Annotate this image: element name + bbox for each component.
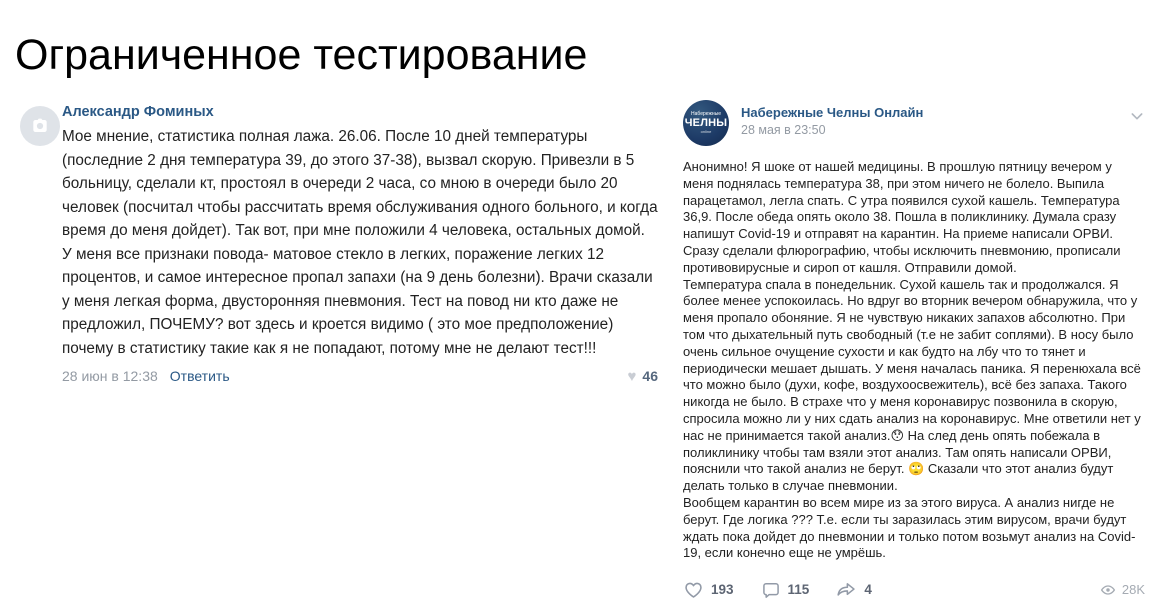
- camera-icon: [29, 115, 51, 137]
- comment-text: Мое мнение, статистика полная лажа. 26.06. После 10 дней температуры (последние 2 дня температура 39, до этого 37-38), вызвал скорую. Привезли в 5 больницу, сделали кт, простоял в очереди 2 часа, со мною в очереди было 20 человек (посчитал чтобы рассчитать время обслуживания одного больного, и когда время до меня дойдет). Так вот, при мне положили 4 человека, остальных домой. У меня все признаки повода- матовое стекло в легких, поражение легких 12 процентов, и самое интересное пропал запахи (на 9 день болезни). Врачи сказали у меня легкая форма, двусторонняя пневмония. Тест на повод ни кто даже не предложил, ПОЧЕМУ? вот здесь и кроется видимо ( это мое предположение) почему в статистику такие как я не попадают, потому мне не делают тест!!!: [62, 128, 658, 357]
- comment-card: [20, 103, 660, 384]
- comment-date-link[interactable]: 28 июн в 12:38: [62, 368, 158, 384]
- share-arrow-icon: [836, 579, 857, 600]
- comments-button[interactable]: [761, 580, 810, 600]
- share-count: 4: [864, 582, 872, 598]
- comment-footer: [62, 368, 658, 384]
- like-count: 193: [711, 582, 734, 598]
- eye-icon: [1100, 582, 1116, 598]
- post-paragraph: Вообщем карантин во всем мире из за этого вируса. А анализ нигде не берут. Где логика ??? Т.е. если ты заразилась этим вирусом, врачи будут ждать пока дойдет до пневмонии и только потом возьмут анализ на Covid-19, если конечно еще не умрёшь.: [683, 494, 1136, 561]
- reply-button[interactable]: Ответить: [169, 368, 230, 384]
- comment-author-link[interactable]: Александр Фоминых: [62, 104, 214, 120]
- comments-count: 115: [787, 582, 810, 598]
- group-avatar[interactable]: [683, 100, 729, 146]
- post-header: [683, 100, 1145, 146]
- chevron-down-icon: [1129, 108, 1145, 124]
- post-date-link[interactable]: 28 мая в 23:50: [741, 123, 826, 137]
- post-text: [683, 159, 1145, 562]
- avatar-logo-line2: ЧЕЛНЫ: [684, 117, 728, 129]
- heart-icon: ♥: [627, 367, 637, 385]
- comment-like-count: 46: [642, 368, 658, 384]
- post-paragraph: Температура спала в понедельник. Сухой кашель так и продолжался. Я более менее успокоилась. Но вдруг во вторник вечером обнаружила, что у меня пропало обоняние. Я не чувствую никаких запахов абсолютно. При том что дыхательный путь свободный (т.е не забит соплями). В носу было очень сильное очущение сухости и как будто на лбу что то тянет и периодически мешает дышать. У меня началась паника. Я перенюхала всё что можно было (духи, кофе, воздухоосвежитель), всё без запаха. Такого никогда не было. В страхе что у меня коронавирус позвонила в скорую, спросила можно ли у них сдать анализ на коронавирус. Мне ответили нет у нас не принимается такой анализ.😯 На след день опять побежала в поликлинику чтобы там взяли этот анализ. Там опять написали ОРВИ, пояснили что такой анализ не берут. 🙄 Сказали что этот анализ будут делать только в случае пневмонии.: [683, 276, 1141, 494]
- avatar-logo-line1: Набережные: [691, 111, 721, 117]
- post-card: [683, 100, 1145, 600]
- comment-bubble-icon: [761, 580, 781, 600]
- share-button[interactable]: [836, 579, 872, 600]
- post-actions: [683, 579, 1145, 600]
- views-counter: [1100, 582, 1145, 598]
- avatar[interactable]: [20, 106, 60, 146]
- page-title: Ограниченное тестирование: [15, 30, 588, 79]
- views-count: 28K: [1121, 582, 1145, 598]
- comment-body: [62, 103, 660, 384]
- avatar-logo-line3: online: [700, 129, 712, 134]
- group-name-link[interactable]: Набережные Челны Онлайн: [741, 105, 924, 120]
- post-head-text: [741, 104, 923, 137]
- heart-outline-icon: [683, 579, 704, 600]
- like-button[interactable]: [683, 579, 734, 600]
- post-paragraph: Анонимно! Я шоке от нашей медицины. В прошлую пятницу вечером у меня поднялась температура 38, при этом ничего не болело. Выпила парацетамол, легла спать. С утра появился сухой кашель. Температура 36,9. После обеда опять около 38. Пошла в поликлинику. Думала сразу напишут Covid-19 и отправят на карантин. На приеме написали ОРВИ. Сразу сделали флюрографию, чтобы исключить пневмонию, прописали противовирусные и сироп от кашля. Отправили домой.: [683, 159, 1121, 275]
- post-menu-button[interactable]: [1129, 108, 1145, 124]
- comment-like-button[interactable]: [628, 368, 658, 384]
